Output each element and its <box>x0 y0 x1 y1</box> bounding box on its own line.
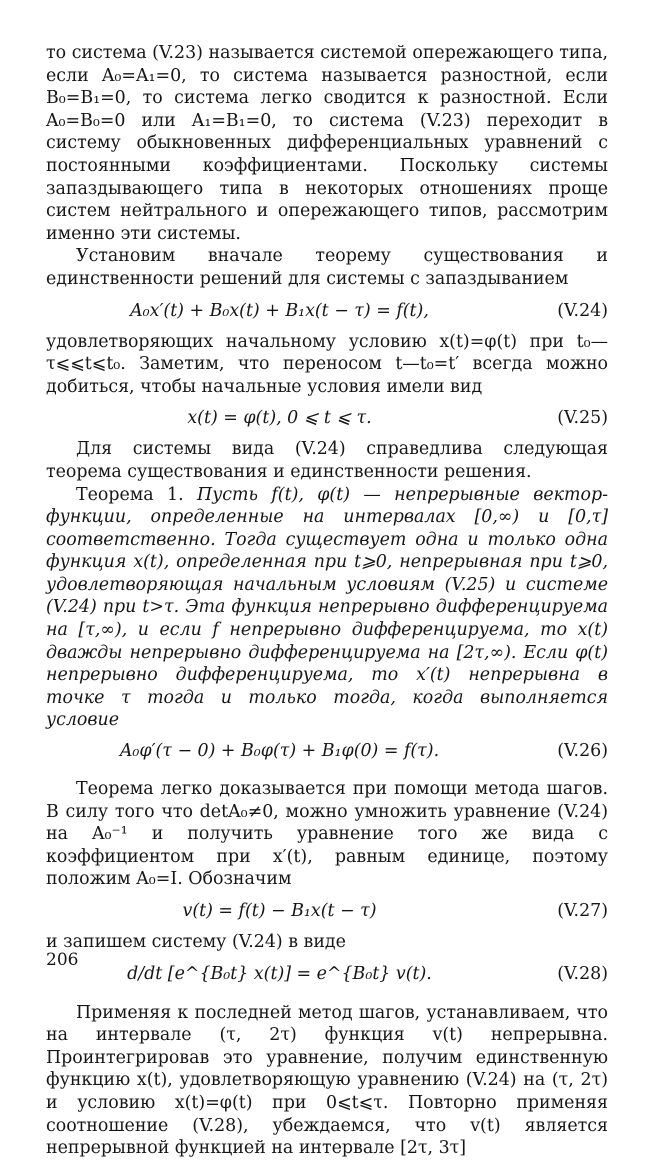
equation-v27-formula: v(t) = f(t) − B₁x(t − τ) <box>182 901 377 921</box>
equation-v28-formula: d/dt [e^{B₀t} x(t)] = e^{B₀t} v(t). <box>127 963 432 984</box>
equation-v25 <box>46 398 608 438</box>
equation-v27-number: (V.27) <box>557 901 608 921</box>
equation-v24 <box>46 291 608 331</box>
paragraph-2: Установим вначале теорему существования и единственности решений для системы с запаздыванием <box>46 246 608 289</box>
equation-v26-number: (V.26) <box>557 741 608 762</box>
equation-v24-formula: A₀x′(t) + B₀x(t) + B₁x(t − τ) = f(t), <box>130 300 429 321</box>
paragraph-4: Для системы вида (V.24) справедлива следующая теорема существования и единственности решения. <box>46 439 608 482</box>
page-number: 206 <box>46 950 79 970</box>
paragraph-7: Применяя к последней метод шагов, устанавливаем, что на интервале (τ, 2τ) функция v(t) непрерывна. Проинтегрировав это уравнение, получим единственную функцию x(t), удовлетворяющую уравнению (V.24) на (τ, 2τ) и условию x(t)=φ(t) при 0⩽t⩽τ. Повторно применяя соотношение (V.28), убеждаемся, что v(t) является непрерывной функцией на интервале [2τ, 3τ] <box>46 1002 608 1159</box>
equation-v25-formula: x(t) = φ(t), 0 ⩽ t ⩽ τ. <box>187 408 372 429</box>
page-text <box>46 42 608 1160</box>
theorem-statement: Пусть f(t), φ(t) — непрерывные вектор-функции, определенные на интервалах [0,∞) и [0,τ] соответственно. Тогда существует одна и только одна функция x(t), определенная при t⩾0, непрерывная при t⩾0, удовлетворяющая начальным условиям (V.25) и системе (V.24) при t>τ. Эта функция непрерывно дифференцируема на [τ,∞), и если f непрерывно дифференцируема, то x(t) дважды непрерывно дифференцируема на [2τ,∞). Если φ(t) непрерывно дифференцируема, то x′(t) непрерывна в точке τ тогда и только тогда, когда выполняется условие <box>46 484 608 731</box>
paragraph-1: то система (V.23) называется системой опережающего типа, если A₀=A₁=0, то система называется разностной, если B₀=B₁=0, то система легко сводится к разностной. Если A₀=B₀=0 или A₁=B₁=0, то система (V.23) переходит в систему обыкновенных дифференциальных уравнений с постоянными коэффициентами. Поскольку системы запаздывающего типа в некоторых отношениях проще систем нейтрального и опережающего типов, рассмотрим именно эти системы. <box>46 43 608 244</box>
equation-v25-number: (V.25) <box>557 408 608 429</box>
equation-v24-number: (V.24) <box>557 300 608 321</box>
equation-v26-formula: A₀φ′(τ − 0) + B₀φ(τ) + B₁φ(0) = f(τ). <box>119 741 440 762</box>
theorem-heading: Теорема 1. <box>76 484 184 505</box>
equation-v28 <box>46 954 608 994</box>
equation-v26 <box>46 732 608 770</box>
paragraph-3: удовлетворяющих начальному условию x(t)=φ(t) при t₀—τ⩽⩽t⩽t₀. Заметим, что переносом t—t₀=t′ всегда можно добиться, чтобы начальные условия имели вид <box>46 331 608 397</box>
equation-v28-number: (V.28) <box>557 963 608 984</box>
paragraph-6: и запишем систему (V.24) в виде <box>46 932 346 952</box>
theorem-1 <box>46 484 608 733</box>
paragraph-5: Теорема легко доказывается при помощи метода шагов. В силу того что detA₀≠0, можно умножить уравнение (V.24) на A₀⁻¹ и получить уравнение того же вида с коэффициентом при x′(t), равным единице, поэтому положим A₀=I. Обозначим <box>46 779 608 890</box>
equation-v27 <box>46 891 608 931</box>
